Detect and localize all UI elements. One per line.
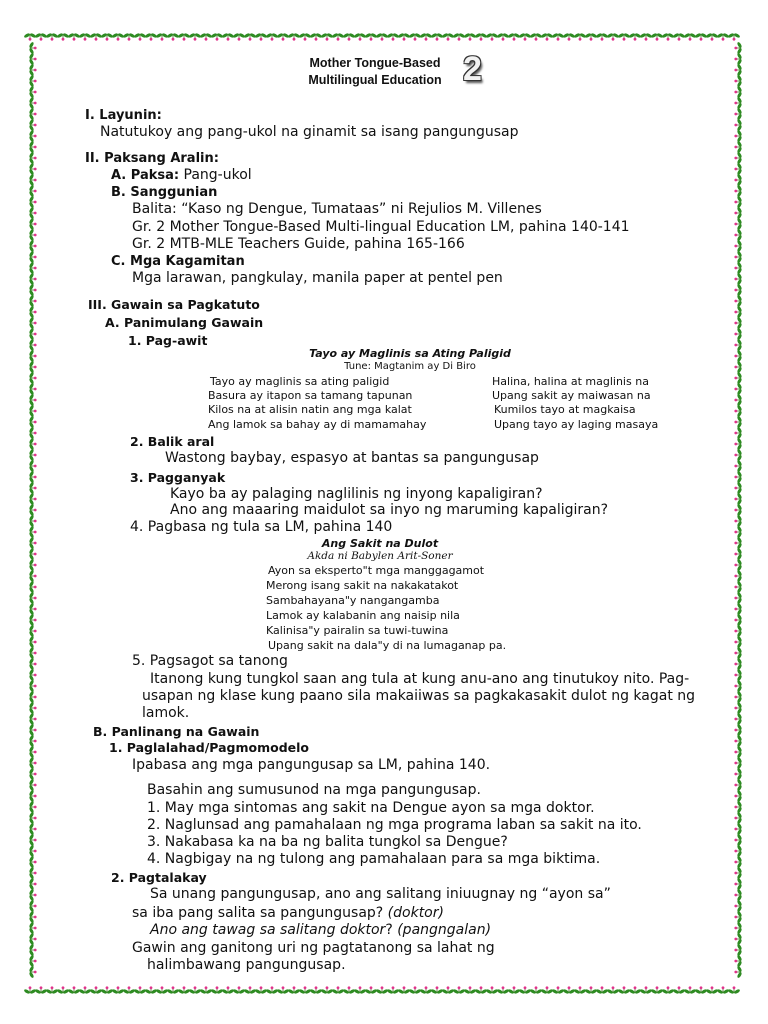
song-right-line-1: Halina, halina at maglinis na bbox=[492, 375, 649, 388]
pag-awit-label: 1. Pag-awit bbox=[128, 333, 208, 348]
poem-line-2: Merong isang sakit na nakakatakot bbox=[266, 579, 459, 592]
paglalahad-label: 1. Paglalahad/Pagmomodelo bbox=[109, 740, 310, 755]
paglalahad-text: Ipabasa ang mga pangungusap sa LM, pahina 140. bbox=[132, 757, 491, 773]
song-tune: Tune: Magtanim ay Di Biro bbox=[344, 361, 476, 372]
song-title: Tayo ay Maglinis sa Ating Paligid bbox=[309, 347, 511, 360]
sanggunian-line-2: Gr. 2 Mother Tongue-Based Multi-lingual Education LM, pahina 140-141 bbox=[132, 219, 630, 235]
question-1-answer: (doktor) bbox=[387, 905, 444, 921]
kagamitan-text: Mga larawan, pangkulay, manila paper at pentel pen bbox=[132, 270, 503, 286]
grade-number-badge: 2 bbox=[463, 50, 482, 88]
song-left-line-1: Tayo ay maglinis sa ating paligid bbox=[210, 375, 390, 388]
gawin-line-1: Gawin ang ganitong uri ng pagtatanong sa lahat ng bbox=[132, 940, 495, 956]
pagtalakay-label: 2. Pagtalakay bbox=[111, 870, 207, 885]
poem-author: Akda ni Babylen Arit-Soner bbox=[307, 550, 453, 562]
pagganyak-line-2: Ano ang maaaring maidulot sa inyo ng maruming kapaligiran? bbox=[170, 502, 609, 518]
question-2-text: Ano ang tawag sa salitang doktor bbox=[150, 922, 386, 938]
poem-line-6: Upang sakit na dala"y di na lumaganap pa. bbox=[268, 639, 507, 652]
layunin-text: Natutukoy ang pang-ukol na ginamit sa isang pangungusap bbox=[100, 124, 519, 140]
sentence-3: 3. Nakabasa ka na ba ng balita tungkol sa Dengue? bbox=[147, 834, 508, 850]
question-2-mark: ? bbox=[385, 922, 398, 938]
paksang-aralin-heading: II. Paksang Aralin: bbox=[85, 151, 219, 166]
song-right-line-2: Upang sakit ay maiwasan na bbox=[492, 389, 651, 402]
gawin-line-2: halimbawang pangungusap. bbox=[147, 957, 346, 973]
poem-title: Ang Sakit na Dulot bbox=[321, 537, 439, 550]
basahin-text: Basahin ang sumusunod na mga pangungusap. bbox=[147, 782, 481, 798]
pagsagot-line-3: lamok. bbox=[142, 705, 190, 721]
pagsagot-line-2: usapan ng klase kung paano sila makaiiwas sa pagkakasakit dulot ng kagat ng bbox=[142, 688, 696, 704]
song-left-line-3: Kilos na at alisin natin ang mga kalat bbox=[208, 403, 412, 416]
song-left-line-2: Basura ay itapon sa tamang tapunan bbox=[208, 389, 413, 402]
question-1-text: sa iba pang salita sa pangungusap? bbox=[132, 905, 388, 921]
question-2-line bbox=[150, 922, 491, 939]
question-1-line-1: Sa unang pangungusap, ano ang salitang iniuugnay ng “ayon sa” bbox=[150, 886, 611, 902]
sentence-4: 4. Nagbigay na ng tulong ang pamahalaan para sa mga biktima. bbox=[147, 851, 601, 867]
question-1-line-2 bbox=[132, 905, 444, 922]
paksa-value: Pang-ukol bbox=[179, 167, 252, 183]
sanggunian-line-1: Balita: “Kaso ng Dengue, Tumataas” ni Rejulios M. Villenes bbox=[132, 201, 542, 217]
panimulang-gawain-heading: A. Panimulang Gawain bbox=[105, 315, 264, 330]
pagbasa-label: 4. Pagbasa ng tula sa LM, pahina 140 bbox=[130, 519, 393, 535]
gawain-heading: III. Gawain sa Pagkatuto bbox=[88, 297, 260, 312]
layunin-heading: I. Layunin: bbox=[85, 108, 162, 123]
pagganyak-label: 3. Pagganyak bbox=[130, 470, 226, 485]
poem-line-1: Ayon sa eksperto"t mga manggagamot bbox=[268, 564, 485, 577]
song-right-line-4: Upang tayo ay laging masaya bbox=[494, 418, 659, 431]
balik-aral-label: 2. Balik aral bbox=[130, 434, 215, 449]
balik-aral-text: Wastong baybay, espasyo at bantas sa pangungusap bbox=[165, 450, 539, 466]
paksa-label: A. Paksa: bbox=[111, 168, 180, 183]
sanggunian-label: B. Sanggunian bbox=[111, 185, 218, 200]
kagamitan-label: C. Mga Kagamitan bbox=[111, 254, 245, 269]
paksa-line bbox=[111, 167, 252, 184]
title-line-1: Mother Tongue-Based bbox=[309, 56, 441, 70]
panlinang-heading: B. Panlinang na Gawain bbox=[93, 724, 260, 739]
pagsagot-line-1: Itanong kung tungkol saan ang tula at kung anu-ano ang tinutukoy nito. Pag- bbox=[150, 671, 690, 687]
poem-line-5: Kalinisa"y pairalin sa tuwi-tuwina bbox=[266, 624, 449, 637]
sentence-1: 1. May mga sintomas ang sakit na Dengue ayon sa mga doktor. bbox=[147, 800, 595, 816]
title-line-2: Multilingual Education bbox=[308, 73, 442, 87]
song-right-line-3: Kumilos tayo at magkaisa bbox=[494, 403, 636, 416]
pagsagot-label: 5. Pagsagot sa tanong bbox=[132, 653, 288, 669]
poem-line-4: Lamok ay kalabanin ang naisip nila bbox=[266, 609, 460, 622]
sanggunian-line-3: Gr. 2 MTB-MLE Teachers Guide, pahina 165-166 bbox=[132, 236, 465, 252]
question-2-answer: (pangngalan) bbox=[397, 922, 492, 938]
sentence-2: 2. Naglunsad ang pamahalaan ng mga programa laban sa sakit na ito. bbox=[147, 817, 642, 833]
pagganyak-line-1: Kayo ba ay palaging naglilinis ng inyong kapaligiran? bbox=[170, 486, 543, 502]
poem-line-3: Sambahayana"y nangangamba bbox=[266, 594, 440, 607]
song-left-line-4: Ang lamok sa bahay ay di mamamahay bbox=[208, 418, 427, 431]
